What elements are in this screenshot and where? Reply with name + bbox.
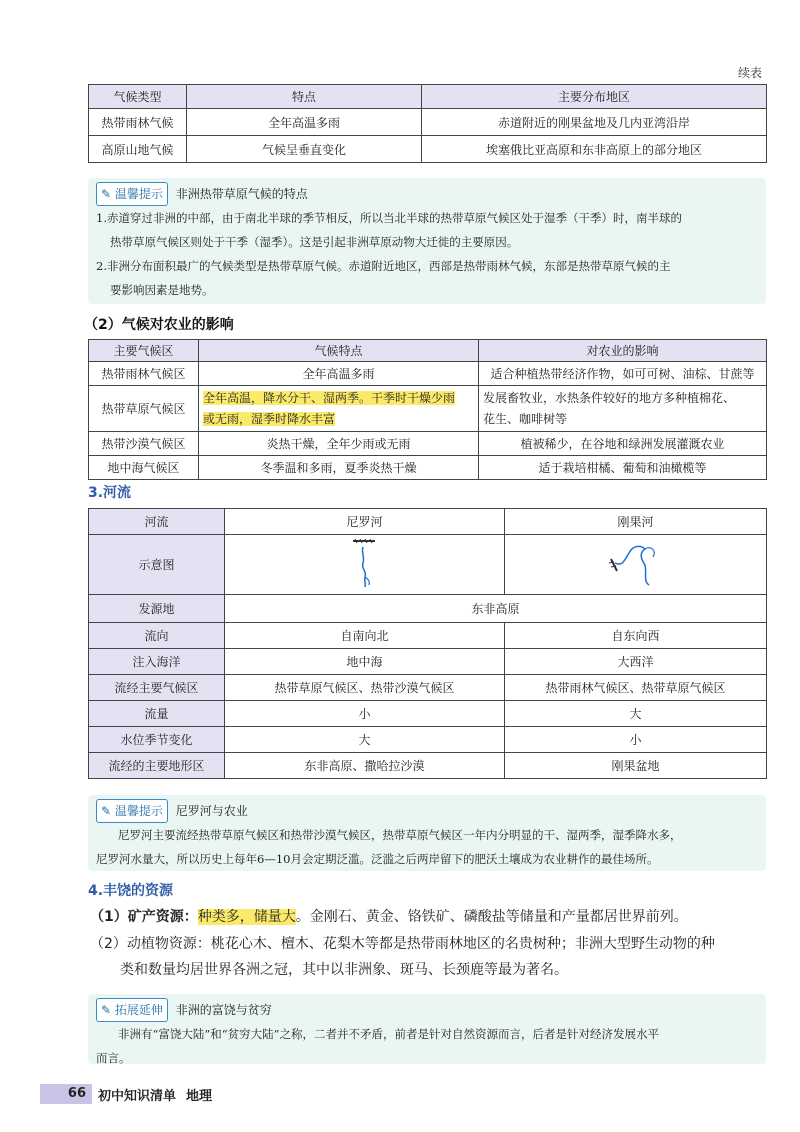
congo-diagram (505, 535, 767, 595)
row-label: 流经主要气候区 (89, 675, 225, 701)
header-cell: 河流 (89, 509, 225, 535)
tip-line: 1.赤道穿过非洲的中部，由于南北半球的季节相反，所以当北半球的热带草原气候区处于湿季（干季）时，南半球的 (96, 211, 682, 225)
row-label: 发源地 (89, 595, 225, 623)
page-number-badge: 66 (40, 1084, 92, 1104)
tip-line: 尼罗河水量大，所以历史上每年6—10月会定期泛滥。泛滥之后两岸留下的肥沃土壤成为农业耕作的最佳场所。 (96, 852, 659, 866)
resource-line: （2）动植物资源：桃花心木、檀木、花梨木等都是热带雨林地区的名贵树种；非洲大型野生动物的种 (90, 936, 715, 952)
table-cell: 适合种植热带经济作物，如可可树、油棕、甘蔗等 (479, 362, 767, 386)
animal-resources (90, 931, 715, 983)
nile-river-icon (345, 537, 385, 589)
table-cell: 热带雨林气候 (89, 109, 187, 136)
section-title-rivers: 3.河流 (88, 485, 132, 501)
mineral-label: （1）矿产资源： (90, 909, 198, 925)
table-cell: 自东向西 (505, 623, 767, 649)
tip-title: 尼罗河与农业 (175, 804, 248, 818)
table-cell: 高原山地气候 (89, 136, 187, 163)
tip-line: 要影响因素是地势。 (110, 283, 214, 297)
section-title-agriculture: （2）气候对农业的影响 (84, 317, 234, 333)
tip-badge: ✎ 温馨提示 (96, 799, 168, 823)
table-cell: 小 (225, 701, 505, 727)
row-label: 流量 (89, 701, 225, 727)
nile-diagram (225, 535, 505, 595)
row-label: 流向 (89, 623, 225, 649)
table-cell: 全年高温多雨 (199, 362, 479, 386)
table-cell: 地中海 (225, 649, 505, 675)
highlighted-text: 或无雨，湿季时降水丰富 (203, 411, 336, 426)
table-cell: 自南向北 (225, 623, 505, 649)
table-cell: 热带雨林气候区、热带草原气候区 (505, 675, 767, 701)
table-cell: 热带雨林气候区 (89, 362, 199, 386)
tip-line: 热带草原气候区则处于干季（湿季）。这是引起非洲草原动物大迁徙的主要原因。 (110, 235, 519, 249)
header-cell: 特点 (187, 85, 422, 109)
table-cell (199, 386, 479, 432)
tip-line: 非洲有“富饶大陆”和“贫穷大陆”之称，二者并不矛盾，前者是针对自然资源而言，后者是针对经济发展水平 (118, 1027, 660, 1041)
row-label: 流经的主要地形区 (89, 753, 225, 779)
tip-box-nile (88, 795, 766, 871)
table-cell: 热带草原气候区 (89, 386, 199, 432)
tip-box-savanna (88, 178, 766, 304)
climate-table (88, 84, 767, 163)
continued-label: 续表 (738, 66, 763, 80)
lightbulb-icon: ✎ (101, 804, 112, 818)
tip-title: 非洲的富饶与贫穷 (175, 1003, 272, 1017)
header-cell: 主要气候区 (89, 340, 199, 362)
congo-river-icon (601, 537, 671, 589)
table-cell: 刚果盆地 (505, 753, 767, 779)
table-cell: 热带沙漠气候区 (89, 432, 199, 456)
table-cell: 炎热干燥，全年少雨或无雨 (199, 432, 479, 456)
header-cell: 对农业的影响 (479, 340, 767, 362)
highlighted-text: 种类多，储量大 (197, 909, 296, 925)
table-cell: 适于栽培柑橘、葡萄和油橄榄等 (479, 456, 767, 480)
table-cell: 埃塞俄比亚高原和东非高原上的部分地区 (422, 136, 767, 163)
table-cell: 大西洋 (505, 649, 767, 675)
table-cell: 植被稀少，在谷地和绿洲发展灌溉农业 (479, 432, 767, 456)
header-cell: 气候类型 (89, 85, 187, 109)
cell-line: 花生、咖啡树等 (483, 411, 568, 426)
header-cell: 气候特点 (199, 340, 479, 362)
row-label: 示意图 (89, 535, 225, 595)
table-cell (479, 386, 767, 432)
footer (40, 1084, 212, 1104)
table-cell: 气候呈垂直变化 (187, 136, 422, 163)
table-cell: 冬季温和多雨，夏季炎热干燥 (199, 456, 479, 480)
tip-line: 2.非洲分布面积最广的气候类型是热带草原气候。赤道附近地区，西部是热带雨林气候，东部是热带草原气候的主 (96, 259, 671, 273)
subject: 地理 (186, 1088, 213, 1104)
book-title: 初中知识清单 (98, 1088, 177, 1104)
table-cell: 赤道附近的刚果盆地及几内亚湾沿岸 (422, 109, 767, 136)
table-cell: 东非高原、撒哈拉沙漠 (225, 753, 505, 779)
agriculture-table (88, 339, 767, 480)
table-cell: 东非高原 (225, 595, 767, 623)
table-cell: 地中海气候区 (89, 456, 199, 480)
header-cell: 刚果河 (505, 509, 767, 535)
section-title-resources: 4.丰饶的资源 (88, 883, 174, 899)
tip-badge: ✎ 拓展延伸 (96, 998, 168, 1022)
table-cell: 大 (505, 701, 767, 727)
table-cell: 小 (505, 727, 767, 753)
table-cell: 大 (225, 727, 505, 753)
lightbulb-icon: ✎ (101, 187, 112, 201)
header-cell: 尼罗河 (225, 509, 505, 535)
cell-line: 发展畜牧业，水热条件较好的地方多种植棉花、 (483, 390, 736, 405)
highlighted-text: 全年高温，降水分干、湿两季。干季时干燥少雨 (203, 390, 456, 405)
resource-line: 类和数量均居世界各洲之冠，其中以非洲象、斑马、长颈鹿等最为著名。 (120, 962, 568, 978)
tip-box-rich-poor (88, 994, 766, 1064)
river-table (88, 508, 767, 779)
mineral-text: 。金刚石、黄金、铬铁矿、磷酸盐等储量和产量都居世界前列。 (295, 909, 688, 925)
tip-line: 而言。 (96, 1051, 131, 1065)
tip-title: 非洲热带草原气候的特点 (175, 187, 308, 201)
table-cell: 全年高温多雨 (187, 109, 422, 136)
row-label: 水位季节变化 (89, 727, 225, 753)
header-cell: 主要分布地区 (422, 85, 767, 109)
tip-badge: ✎ 温馨提示 (96, 182, 168, 206)
expand-icon: ✎ (101, 1003, 112, 1017)
row-label: 注入海洋 (89, 649, 225, 675)
mineral-resources (90, 904, 688, 930)
tip-line: 尼罗河主要流经热带草原气候区和热带沙漠气候区，热带草原气候区一年内分明显的干、湿两季，湿季降水多， (118, 828, 682, 842)
table-cell: 热带草原气候区、热带沙漠气候区 (225, 675, 505, 701)
